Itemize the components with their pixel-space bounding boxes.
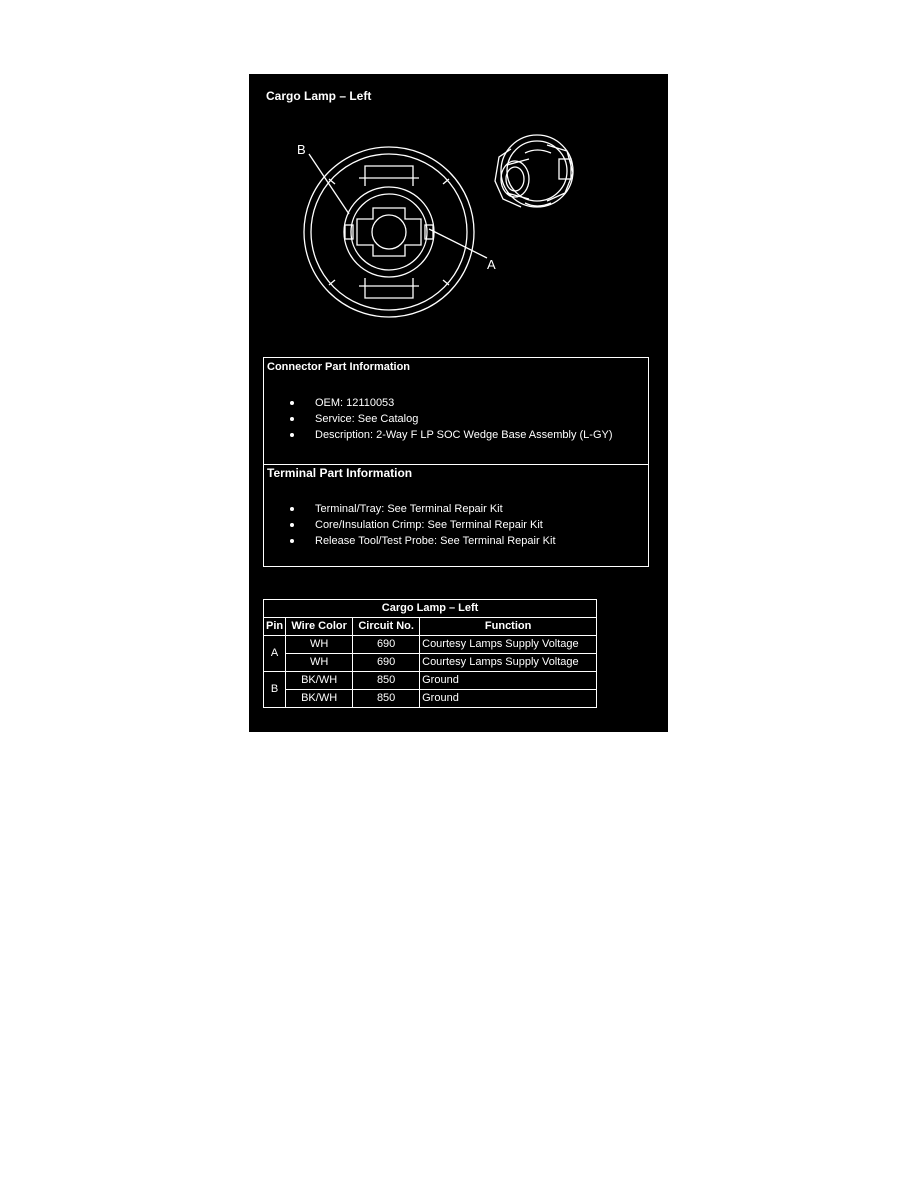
header-function: Function: [420, 618, 597, 636]
function-cell: Courtesy Lamps Supply Voltage: [420, 654, 597, 672]
bullet-icon: [290, 539, 294, 543]
function-cell: Ground: [420, 690, 597, 708]
terminal-part-info: [264, 464, 648, 566]
connector-part-info: [264, 358, 648, 465]
part-info-box: [263, 357, 649, 567]
wire-color-cell: WH: [286, 636, 353, 654]
figure-title: Cargo Lamp – Left: [266, 89, 372, 103]
pin-table-caption: Cargo Lamp – Left: [264, 600, 597, 618]
list-item: Description: 2-Way F LP SOC Wedge Base Assembly (L-GY): [288, 427, 613, 443]
header-wire-color: Wire Color: [286, 618, 353, 636]
table-row: [264, 636, 597, 654]
bullet-icon: [290, 401, 294, 405]
pin-cell: A: [264, 636, 286, 672]
bullet-icon: [290, 417, 294, 421]
list-item: Service: See Catalog: [288, 411, 613, 427]
list-item: OEM: 12110053: [288, 395, 613, 411]
connector-info-heading: Connector Part Information: [267, 361, 411, 373]
circuit-cell: 850: [353, 672, 420, 690]
wire-color-cell: BK/WH: [286, 672, 353, 690]
connector-info-list: [288, 395, 613, 443]
circuit-cell: 690: [353, 636, 420, 654]
connector-face-diagram: [249, 74, 668, 357]
list-item: Terminal/Tray: See Terminal Repair Kit: [288, 501, 556, 517]
bullet-icon: [290, 507, 294, 511]
header-pin: Pin: [264, 618, 286, 636]
terminal-info-list: [288, 501, 556, 549]
function-cell: Ground: [420, 672, 597, 690]
callout-b: B: [297, 142, 306, 157]
circuit-cell: 690: [353, 654, 420, 672]
table-row: [264, 690, 597, 708]
wire-color-cell: BK/WH: [286, 690, 353, 708]
function-cell: Courtesy Lamps Supply Voltage: [420, 636, 597, 654]
circuit-cell: 850: [353, 690, 420, 708]
header-circuit: Circuit No.: [353, 618, 420, 636]
table-row: [264, 654, 597, 672]
pin-table-header: [264, 618, 597, 636]
table-row: [264, 672, 597, 690]
callout-a: A: [487, 257, 496, 272]
bullet-icon: [290, 433, 294, 437]
connector-panel: [249, 74, 668, 732]
terminal-info-heading: Terminal Part Information: [267, 466, 413, 480]
bullet-icon: [290, 523, 294, 527]
wire-color-cell: WH: [286, 654, 353, 672]
pin-cell: B: [264, 672, 286, 708]
pin-table: [263, 599, 597, 708]
list-item: Release Tool/Test Probe: See Terminal Repair Kit: [288, 533, 556, 549]
list-item: Core/Insulation Crimp: See Terminal Repair Kit: [288, 517, 556, 533]
